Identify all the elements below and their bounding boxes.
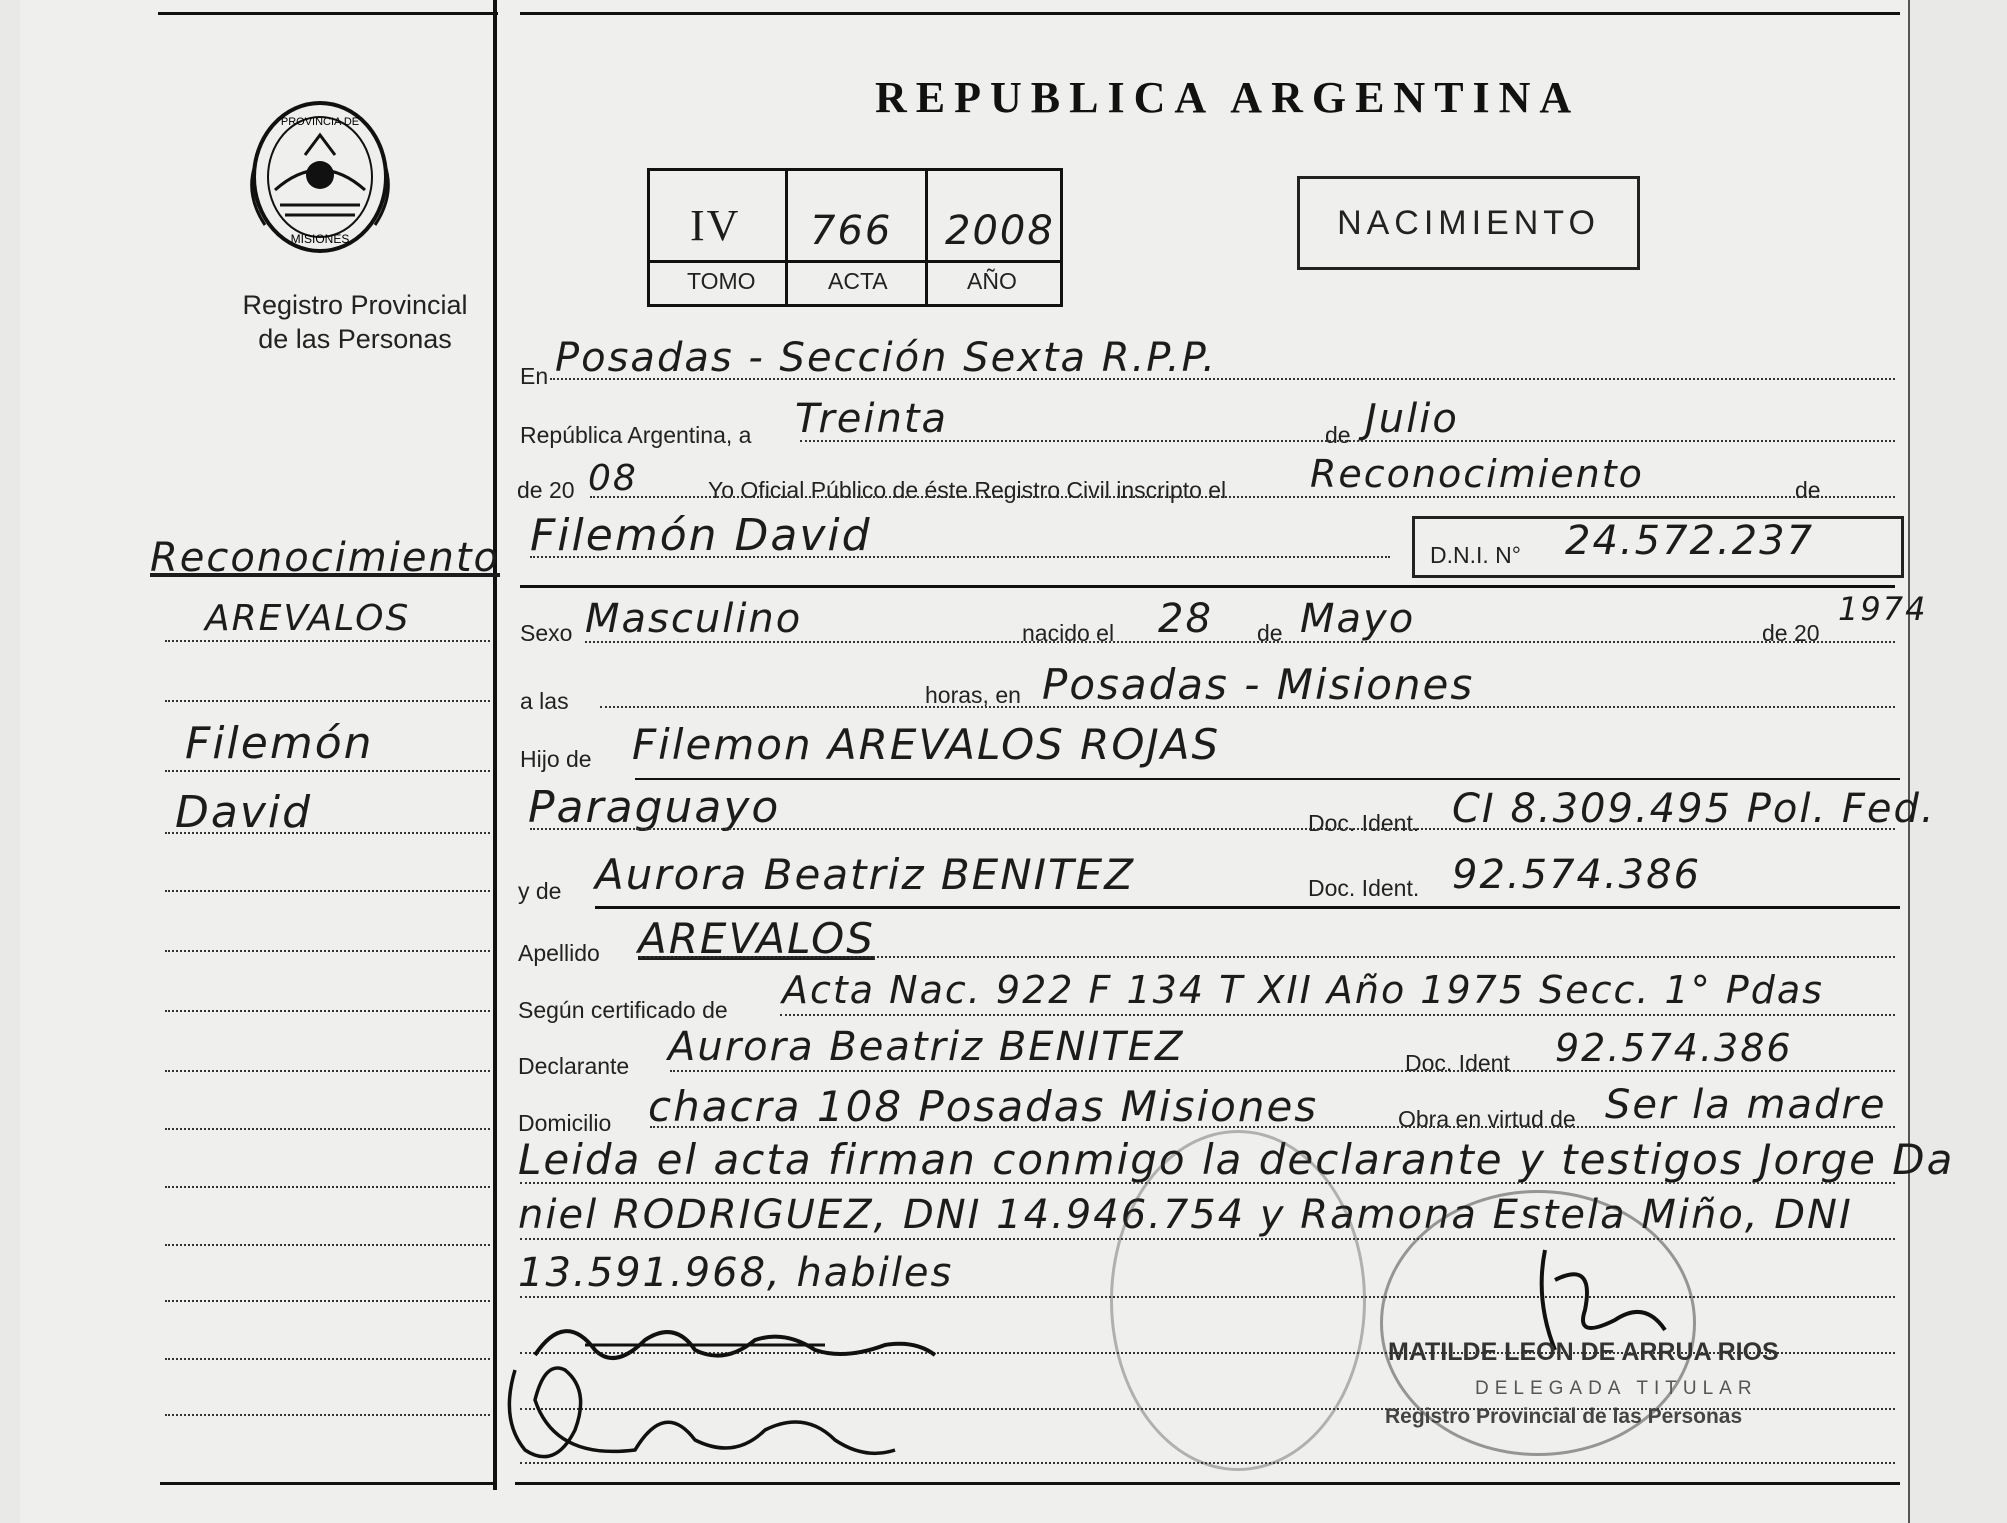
margin-note-1: Reconocimiento xyxy=(150,535,500,581)
margin-line xyxy=(165,950,490,952)
observations-line-3: 13.591.968, habiles xyxy=(518,1250,954,1296)
madre-doc-value: 92.574.386 xyxy=(1452,852,1702,898)
de20-label: de 20 xyxy=(517,477,575,503)
de-label: de xyxy=(1325,422,1351,448)
declarante-label: Declarante xyxy=(518,1053,630,1079)
page-title: REPUBLICA ARGENTINA xyxy=(875,73,1581,122)
top-rule-left xyxy=(158,12,498,15)
padre-doc-value: CI 8.309.495 Pol. Fed. xyxy=(1452,786,1936,832)
provincial-seal xyxy=(245,95,395,260)
margin-line xyxy=(165,770,490,772)
lugar-value: Posadas - Misiones xyxy=(1042,660,1475,709)
horas-label: horas, en xyxy=(925,682,1021,708)
section-rule-1 xyxy=(520,585,1895,588)
inscripto-value: Reconocimiento xyxy=(1310,452,1644,496)
obra-label: Obra en virtud de xyxy=(1398,1106,1576,1132)
en-label: En xyxy=(520,363,549,389)
de-label-2: de xyxy=(1795,477,1821,503)
document-page xyxy=(20,0,1955,1523)
margin-line xyxy=(165,1244,490,1246)
margin-line xyxy=(165,640,490,642)
top-rule-right xyxy=(520,12,1900,15)
de-label-3: de xyxy=(1257,620,1283,646)
margin-line xyxy=(165,1186,490,1188)
margin-line xyxy=(165,832,490,834)
nacido-year: 1974 xyxy=(1838,590,1928,628)
registry-line2: de las Personas xyxy=(258,324,452,354)
record-type: NACIMIENTO xyxy=(1337,203,1600,242)
tomo-value: IV xyxy=(690,201,741,250)
sexo-label: Sexo xyxy=(520,620,573,646)
official-name: MATILDE LEON DE ARRUA RIOS xyxy=(1388,1338,1779,1366)
witness-signature xyxy=(495,1340,915,1480)
en-value: Posadas - Sección Sexta R.P.P. xyxy=(555,335,1217,381)
domicilio-value: chacra 108 Posadas Misiones xyxy=(648,1082,1319,1131)
grid-divider-h xyxy=(648,260,1060,263)
doc-ident-label: Doc. Ident. xyxy=(1308,810,1420,836)
month-value: Julio xyxy=(1365,396,1459,442)
margin-line xyxy=(165,1010,490,1012)
declarante-value: Aurora Beatriz BENITEZ xyxy=(668,1024,1185,1070)
nacido-day: 28 xyxy=(1158,596,1213,642)
right-edge xyxy=(1908,0,1910,1523)
segun-value: Acta Nac. 922 F 134 T XII Año 1975 Secc. 1° Pdas xyxy=(782,968,1824,1012)
padre-nacionalidad: Paraguayo xyxy=(528,782,781,833)
apellido-line xyxy=(640,956,1895,958)
grid-divider-v2 xyxy=(925,168,928,304)
republica-line xyxy=(800,440,1895,442)
dni-label: D.N.I. N° xyxy=(1430,542,1521,568)
hijo-label: Hijo de xyxy=(520,746,592,772)
margin-note-3: Filemón xyxy=(185,718,374,769)
alas-line xyxy=(600,706,1895,708)
madre-value: Aurora Beatriz BENITEZ xyxy=(595,850,1135,899)
year-value: 08 xyxy=(588,458,638,499)
republica-label: República Argentina, a xyxy=(520,422,752,448)
apellido-label: Apellido xyxy=(518,940,600,966)
doc-ident-label-3: Doc. Ident xyxy=(1405,1050,1510,1076)
margin-note-4: David xyxy=(175,787,313,838)
name-value: Filemón David xyxy=(530,510,872,561)
padre-rule xyxy=(635,778,1900,780)
grid-divider-v1 xyxy=(785,168,788,304)
nacido-month: Mayo xyxy=(1300,596,1416,642)
obra-value: Ser la madre xyxy=(1605,1082,1887,1128)
official-role: DELEGADA TITULAR xyxy=(1475,1378,1758,1399)
official-registry: Registro Provincial de las Personas xyxy=(1385,1405,1743,1428)
declarante-doc-value: 92.574.386 xyxy=(1555,1026,1793,1070)
doc-ident-label-2: Doc. Ident. xyxy=(1308,875,1420,901)
padre-nac-line xyxy=(530,828,1895,830)
registry-name xyxy=(215,288,495,356)
padre-value: Filemon AREVALOS ROJAS xyxy=(632,720,1221,769)
bottom-rule-left xyxy=(160,1482,495,1485)
margin-line xyxy=(165,890,490,892)
margin-line xyxy=(165,1128,490,1130)
oficial-label: Yo Oficial Público de éste Registro Civil inscripto el xyxy=(708,477,1227,503)
dni-value: 24.572.237 xyxy=(1565,518,1815,564)
seal-text-bottom: MISIONES xyxy=(290,232,350,246)
segun-label: Según certificado de xyxy=(518,997,728,1023)
acta-value: 766 xyxy=(810,208,893,254)
margin-line xyxy=(165,1300,490,1302)
bottom-rule-right xyxy=(515,1482,1900,1485)
margin-note-2: AREVALOS xyxy=(205,598,411,639)
anio-label: AÑO xyxy=(967,268,1017,294)
tomo-label: TOMO xyxy=(687,268,756,294)
de20-label-2: de 20 xyxy=(1762,620,1820,646)
margin-line xyxy=(165,1414,490,1416)
margin-line xyxy=(165,700,490,702)
record-type-box xyxy=(1297,176,1640,270)
segun-line xyxy=(780,1014,1895,1016)
alas-label: a las xyxy=(520,688,569,714)
sexo-value: Masculino xyxy=(585,596,803,642)
seal-text-top: PROVINCIA DE xyxy=(280,116,360,128)
civil-registry-stamp xyxy=(1110,1130,1366,1471)
vertical-divider xyxy=(493,0,497,1490)
name-line xyxy=(530,556,1390,558)
anio-value: 2008 xyxy=(945,208,1055,254)
domicilio-line xyxy=(650,1126,1895,1128)
observations-line-2: niel RODRIGUEZ, DNI 14.946.754 y Ramona Estela Miño, DNI xyxy=(518,1192,1853,1238)
yde-label: y de xyxy=(518,878,562,904)
sexo-line xyxy=(585,641,1895,643)
day-value: Treinta xyxy=(795,396,949,442)
margin-line xyxy=(165,1070,490,1072)
registry-line1: Registro Provincial xyxy=(242,290,468,320)
apellido-value: AREVALOS xyxy=(638,914,875,963)
margin-line xyxy=(165,1358,490,1360)
declarante-line xyxy=(670,1070,1895,1072)
madre-rule xyxy=(595,906,1900,909)
en-line xyxy=(550,378,1895,380)
nacido-label: nacido el xyxy=(1022,620,1115,646)
observations-line-1: Leida el acta firman conmigo la declarante y testigos Jorge Da xyxy=(518,1135,1955,1184)
domicilio-label: Domicilio xyxy=(518,1110,612,1136)
oficial-line xyxy=(590,496,1895,498)
acta-label: ACTA xyxy=(828,268,888,294)
